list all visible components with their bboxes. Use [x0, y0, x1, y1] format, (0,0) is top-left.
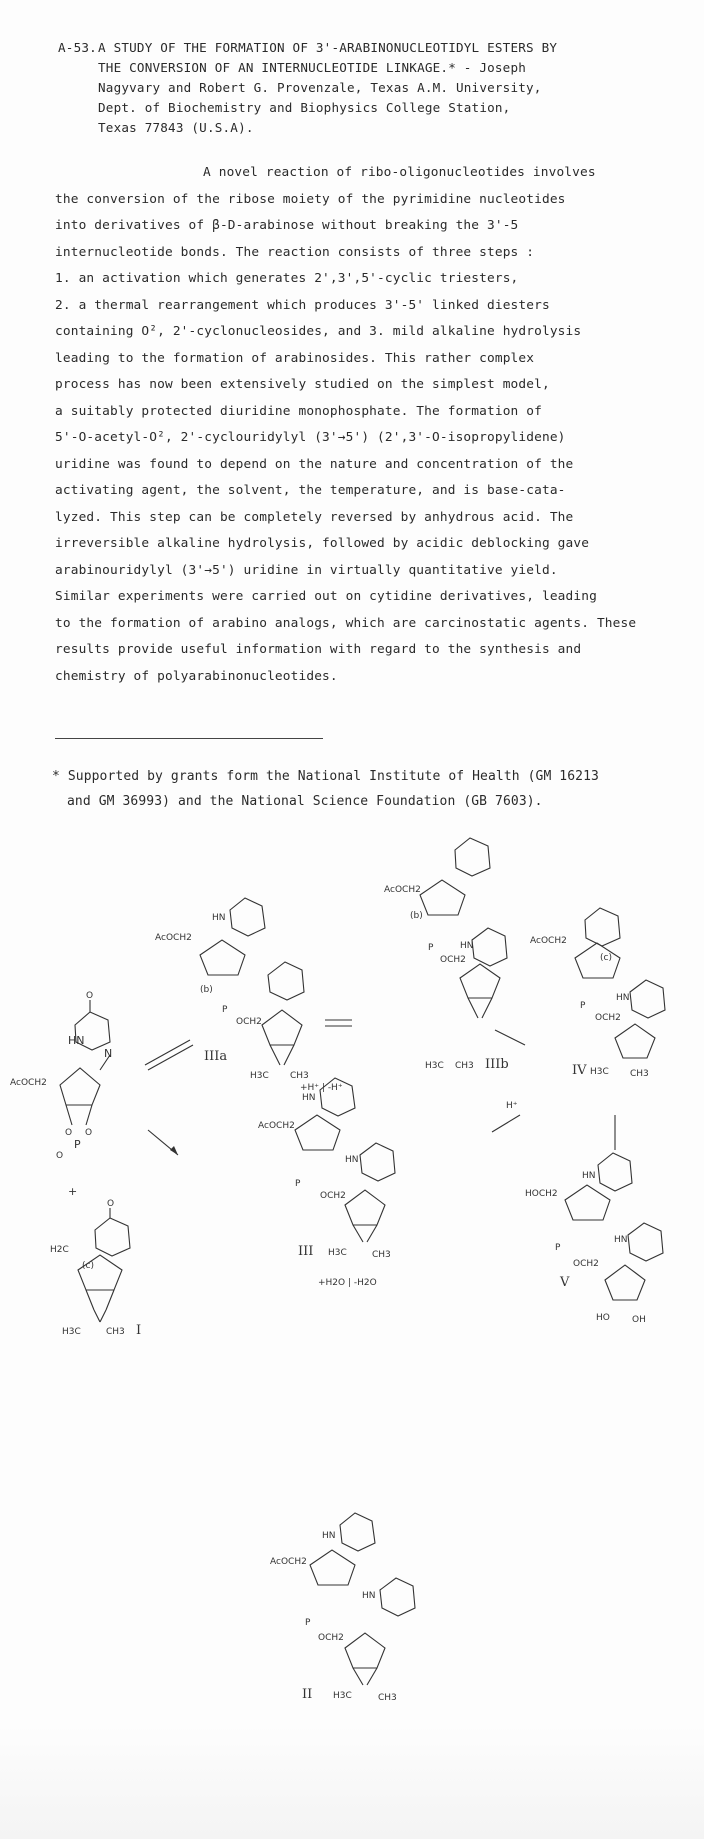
och2-label: OCH2 — [573, 1259, 599, 1269]
och2-label: OCH2 — [318, 1633, 344, 1643]
och2-label: OCH2 — [440, 955, 466, 965]
footnote-divider — [55, 738, 323, 739]
h3c-label: H3C — [62, 1327, 81, 1337]
abstract-line: to the formation of arabino analogs, which are carcinostatic agents. These — [55, 615, 637, 631]
compound-label-IIIa: IIIa — [204, 1049, 228, 1064]
acoch2-label: AcOCH2 — [384, 885, 421, 895]
abstract-line: internucleotide bonds. The reaction consists of three steps : — [55, 244, 535, 260]
abstract-body — [55, 160, 665, 690]
compound-label-IV: IV — [572, 1063, 587, 1078]
hn-label: HN — [212, 913, 226, 923]
hoch2-label: HOCH2 — [525, 1189, 558, 1199]
header-line-1 — [58, 38, 658, 58]
hn-label: HN — [322, 1531, 336, 1541]
abstract-code: A-53. — [58, 40, 97, 55]
ho-label: HO — [596, 1313, 610, 1323]
abstract-line: 5'-O-acetyl-O², 2'-cyclouridylyl (3'→5') (2',3'-O-isopropylidene) — [55, 430, 566, 445]
compound-IIIb — [384, 838, 509, 1072]
compound-I — [50, 1199, 141, 1338]
hn-label: HN — [68, 1034, 85, 1047]
h3c-label: H3C — [333, 1691, 352, 1701]
p-label: P — [580, 1001, 586, 1011]
acoch2-label: AcOCH2 — [270, 1557, 307, 1567]
acoch2-label: AcOCH2 — [155, 933, 192, 943]
o-label: O — [65, 1128, 73, 1138]
ch3-label: CH3 — [290, 1071, 309, 1081]
b-label: (b) — [410, 911, 423, 921]
c-label: (c) — [600, 953, 612, 963]
hn-label: HN — [302, 1093, 316, 1103]
p-label: P — [74, 1138, 81, 1151]
abstract-line: process has now been extensively studied on the simplest model, — [55, 377, 550, 392]
address-line: Texas 77843 (U.S.A). — [98, 120, 254, 135]
page-bottom-margin — [0, 1725, 704, 1839]
compound-IV — [530, 908, 665, 1079]
compound-label-V: V — [560, 1275, 570, 1290]
abstract-header — [58, 38, 658, 138]
reaction-scheme — [0, 885, 704, 1730]
compound-start — [10, 991, 112, 1161]
o-label: O — [85, 1128, 93, 1138]
p-label: P — [295, 1179, 301, 1189]
p-label: P — [305, 1618, 311, 1628]
hn-label: HN — [362, 1591, 376, 1601]
abstract-line: 1. an activation which generates 2',3',5'-cyclic triesters, — [55, 271, 519, 286]
o-label: O — [56, 1151, 64, 1161]
footnote-line-1: * Supported by grants form the National Institute of Health (GM 16213 — [52, 769, 599, 784]
hn-label: HN — [345, 1155, 359, 1165]
ch3-label: CH3 — [455, 1061, 474, 1071]
abstract-line: A novel reaction of ribo-oligonucleotides involves — [203, 165, 596, 180]
acoch2-label: AcOCH2 — [258, 1121, 295, 1131]
hn-label: HN — [460, 941, 474, 951]
affiliation-line: Dept. of Biochemistry and Biophysics College Station, — [98, 100, 511, 115]
ch3-label: CH3 — [372, 1250, 391, 1260]
proton-condition: +H⁺ | -H⁺ — [300, 1083, 343, 1093]
och2-label: OCH2 — [595, 1013, 621, 1023]
hn-label: HN — [582, 1171, 596, 1181]
water-condition: +H2O | -H2O — [318, 1278, 377, 1288]
hn-label: HN — [614, 1235, 628, 1245]
title-line-2: THE CONVERSION OF AN INTERNUCLEOTIDE LINKAGE.* - Joseph — [98, 60, 527, 75]
n-label: N — [104, 1047, 113, 1060]
compound-label-IIIb: IIIb — [485, 1057, 509, 1072]
h-plus-label: H⁺ — [506, 1101, 518, 1111]
o-label: O — [86, 991, 94, 1001]
compound-V — [525, 1153, 663, 1325]
authors-line: Nagyvary and Robert G. Provenzale, Texas A.M. University, — [98, 80, 542, 95]
footnote-line-2: and GM 36993) and the National Science Foundation (GB 7603). — [67, 794, 543, 809]
ch3-label: CH3 — [378, 1693, 397, 1703]
h3c-label: H3C — [250, 1071, 269, 1081]
abstract-line: lyzed. This step can be completely reversed by anhydrous acid. The — [55, 509, 574, 525]
arrow-h-plus — [492, 1115, 520, 1132]
abstract-line: Similar experiments were carried out on cytidine derivatives, leading — [55, 589, 597, 604]
p-label: P — [555, 1243, 561, 1253]
och2-label: OCH2 — [236, 1017, 262, 1027]
plus-sign: + — [68, 1185, 78, 1198]
h3c-label: H3C — [425, 1061, 444, 1071]
oh-label: OH — [632, 1315, 646, 1325]
c-label: (c) — [82, 1261, 94, 1271]
abstract-line: into derivatives of β-D-arabinose without breaking the 3'-5 — [55, 218, 519, 233]
abstract-line: leading to the formation of arabinosides. This rather complex — [55, 350, 535, 366]
compound-II — [270, 1513, 415, 1703]
ch3-label: CH3 — [106, 1327, 125, 1337]
title-line-1: A STUDY OF THE FORMATION OF 3'-ARABINONUCLEOTIDYL ESTERS BY — [98, 40, 558, 55]
arrow-to-IV — [495, 1030, 525, 1045]
acoch2-label: AcOCH2 — [530, 936, 567, 946]
reaction-scheme-svg — [0, 885, 704, 1730]
abstract-line: uridine was found to depend on the nature and concentration of the — [55, 456, 574, 472]
acoch2-label: AcOCH2 — [10, 1078, 47, 1088]
footnote — [52, 764, 672, 814]
p-label: P — [222, 1005, 228, 1015]
h3c-label: H3C — [328, 1248, 347, 1258]
abstract-line: chemistry of polyarabinonucleotides. — [55, 668, 338, 684]
abstract-line: irreversible alkaline hydrolysis, followed by acidic deblocking gave — [55, 536, 590, 551]
abstract-line: 2. a thermal rearrangement which produces 3'-5' linked diesters — [55, 297, 550, 313]
compound-label-II: II — [302, 1687, 313, 1702]
abstract-line: activating agent, the solvent, the temperature, and is base-cata- — [55, 483, 566, 498]
abstract-line: the conversion of the ribose moiety of the pyrimidine nucleotides — [55, 191, 566, 207]
abstract-line: arabinouridylyl (3'→5') uridine in virtually quantitative yield. — [55, 562, 558, 578]
abstract-line: results provide useful information with regard to the synthesis and — [55, 642, 582, 657]
o-label: O — [107, 1199, 115, 1209]
h3c-label: H3C — [590, 1067, 609, 1077]
och2-label: OCH2 — [320, 1191, 346, 1201]
compound-label-III: III — [298, 1244, 314, 1259]
arrow-to-IIIa — [145, 1040, 190, 1065]
h2c-label: H2C — [50, 1245, 69, 1255]
abstract-line: containing O², 2'-cyclonucleosides, and 3. mild alkaline hydrolysis — [55, 324, 582, 339]
ch3-label: CH3 — [630, 1069, 649, 1079]
hn-label: HN — [616, 993, 630, 1003]
compound-III — [258, 1078, 395, 1260]
b-label: (b) — [200, 985, 213, 995]
compound-label-I: I — [136, 1323, 142, 1338]
abstract-line: a suitably protected diuridine monophosphate. The formation of — [55, 403, 542, 419]
p-label: P — [428, 943, 434, 953]
